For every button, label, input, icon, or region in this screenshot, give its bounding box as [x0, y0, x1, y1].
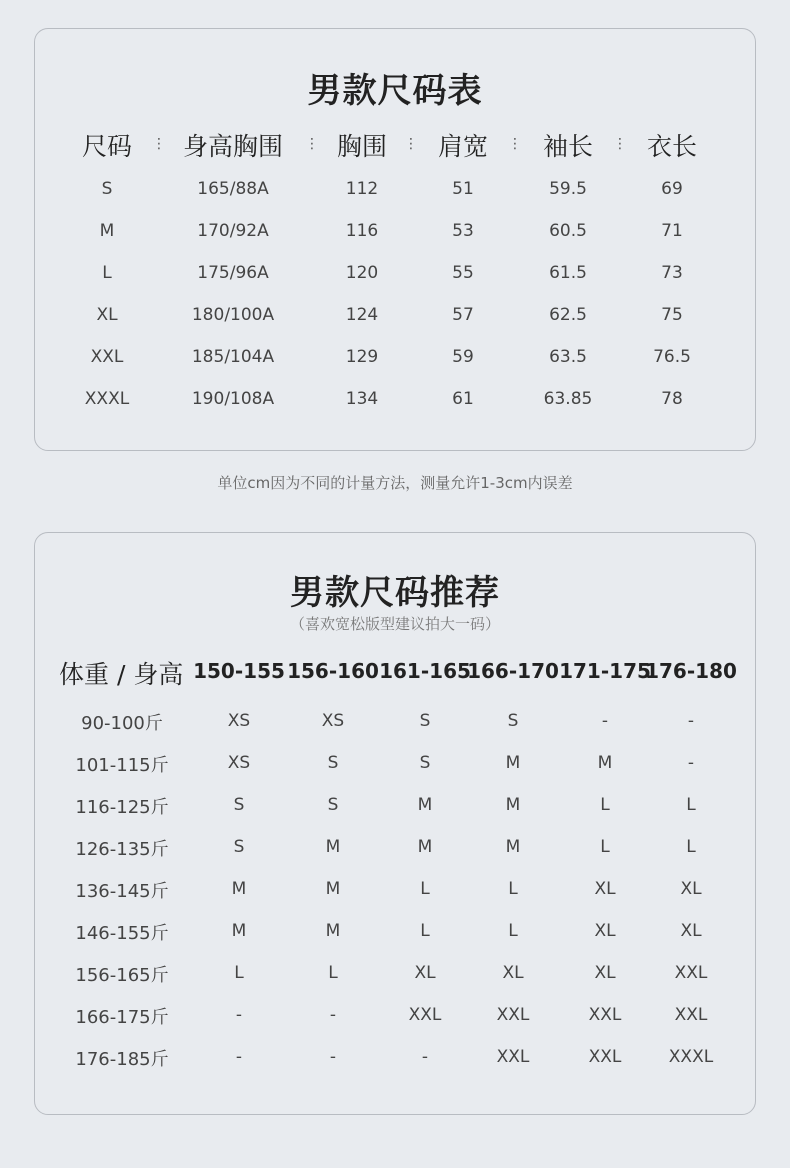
size-cell: 61.5: [549, 263, 587, 283]
weight-label: 116-125斤: [75, 797, 169, 818]
recommended-size: XXL: [496, 1047, 530, 1067]
size-chart-card: [34, 28, 756, 451]
header-separator: ⋮: [152, 136, 166, 152]
recommended-size: XXL: [674, 1005, 708, 1025]
recommended-size: M: [231, 921, 247, 941]
recommended-size: S: [327, 795, 339, 815]
size-header-3: 肩宽: [437, 132, 489, 161]
size-cell: 78: [661, 389, 683, 409]
recommended-size: -: [421, 1047, 429, 1067]
size-cell: 71: [661, 221, 683, 241]
size-cell: 190/108A: [191, 389, 275, 409]
recommendation-subtitle: （喜欢宽松版型建议拍大一码）: [289, 615, 500, 633]
recommended-size: XL: [502, 963, 524, 983]
height-header-4: 171-175: [559, 659, 651, 683]
recommended-size: L: [686, 837, 696, 857]
size-cell: XXL: [90, 347, 124, 367]
recommended-size: M: [231, 879, 247, 899]
size-cell: 134: [345, 389, 379, 409]
size-cell: 60.5: [549, 221, 587, 241]
recommended-size: L: [508, 879, 518, 899]
recommended-size: L: [420, 921, 430, 941]
recommendation-title: 男款尺码推荐: [290, 573, 500, 613]
size-cell: 61: [452, 389, 474, 409]
size-cell: 51: [452, 179, 474, 199]
recommended-size: S: [233, 795, 245, 815]
recommended-size: XL: [680, 879, 702, 899]
size-cell: 165/88A: [197, 179, 269, 199]
recommended-size: M: [417, 795, 433, 815]
recommended-size: L: [686, 795, 696, 815]
recommended-size: M: [417, 837, 433, 857]
size-header-0: 尺码: [81, 132, 133, 161]
header-separator: ⋮: [404, 136, 418, 152]
recommended-size: XS: [227, 711, 251, 731]
recommended-size: L: [234, 963, 244, 983]
size-cell: 69: [661, 179, 683, 199]
size-cell: 59: [452, 347, 474, 367]
recommended-size: XS: [227, 753, 251, 773]
height-header-3: 166-170: [467, 659, 559, 683]
weight-label: 136-145斤: [75, 881, 169, 902]
size-cell: 73: [661, 263, 683, 283]
measurement-note: 单位cm因为不同的计量方法，测量允许1-3cm内误差: [217, 474, 573, 492]
recommended-size: L: [508, 921, 518, 941]
height-header-2: 161-165: [379, 659, 471, 683]
size-cell: 55: [452, 263, 474, 283]
size-cell: 57: [452, 305, 474, 325]
recommended-size: M: [325, 921, 341, 941]
recommended-size: -: [235, 1047, 243, 1067]
recommended-size: -: [601, 711, 609, 731]
recommended-size: XXL: [496, 1005, 530, 1025]
recommended-size: L: [420, 879, 430, 899]
size-cell: 185/104A: [191, 347, 275, 367]
size-cell: 116: [345, 221, 379, 241]
recommended-size: S: [507, 711, 519, 731]
weight-label: 101-115斤: [75, 755, 169, 776]
recommended-size: S: [233, 837, 245, 857]
recommended-size: L: [328, 963, 338, 983]
recommended-size: XL: [680, 921, 702, 941]
header-separator: ⋮: [613, 136, 627, 152]
recommended-size: M: [325, 879, 341, 899]
size-cell: 62.5: [549, 305, 587, 325]
size-header-4: 袖长: [542, 132, 594, 161]
header-separator: ⋮: [305, 136, 319, 152]
recommended-size: M: [325, 837, 341, 857]
weight-label: 146-155斤: [75, 923, 169, 944]
size-cell: 59.5: [549, 179, 587, 199]
recommended-size: M: [597, 753, 613, 773]
size-header-1: 身高胸围: [182, 132, 284, 161]
recommended-size: XS: [321, 711, 345, 731]
height-header-1: 156-160: [287, 659, 379, 683]
recommended-size: -: [329, 1005, 337, 1025]
recommended-size: S: [419, 753, 431, 773]
size-cell: 63.85: [543, 389, 593, 409]
size-cell: 63.5: [549, 347, 587, 367]
size-cell: M: [99, 221, 115, 241]
recommended-size: M: [505, 837, 521, 857]
size-cell: 175/96A: [197, 263, 269, 283]
recommended-size: XL: [414, 963, 436, 983]
size-header-2: 胸围: [336, 132, 388, 161]
recommended-size: M: [505, 795, 521, 815]
size-cell: 112: [345, 179, 379, 199]
size-chart-title: 男款尺码表: [307, 71, 483, 111]
size-cell: 170/92A: [197, 221, 269, 241]
size-cell: XXXL: [84, 389, 130, 409]
size-cell: 129: [345, 347, 379, 367]
recommended-size: S: [327, 753, 339, 773]
size-cell: 76.5: [653, 347, 691, 367]
size-header-5: 衣长: [646, 132, 698, 161]
recommended-size: XXL: [588, 1005, 622, 1025]
weight-label: 90-100斤: [81, 713, 163, 734]
recommended-size: -: [235, 1005, 243, 1025]
weight-label: 156-165斤: [75, 965, 169, 986]
size-cell: 124: [345, 305, 379, 325]
recommended-size: L: [600, 837, 610, 857]
recommended-size: L: [600, 795, 610, 815]
size-cell: XL: [96, 305, 118, 325]
size-cell: S: [101, 179, 113, 199]
recommended-size: -: [687, 711, 695, 731]
recommendation-card: [34, 532, 756, 1115]
size-cell: 180/100A: [191, 305, 275, 325]
recommended-size: XL: [594, 963, 616, 983]
recommended-size: XXL: [674, 963, 708, 983]
recommended-size: -: [687, 753, 695, 773]
height-header-5: 176-180: [645, 659, 737, 683]
size-cell: 53: [452, 221, 474, 241]
recommended-size: XL: [594, 879, 616, 899]
size-cell: 120: [345, 263, 379, 283]
height-header-0: 150-155: [193, 659, 285, 683]
size-cell: L: [102, 263, 112, 283]
weight-label: 126-135斤: [75, 839, 169, 860]
recommended-size: XXXL: [668, 1047, 714, 1067]
header-separator: ⋮: [508, 136, 522, 152]
weight-label: 176-185斤: [75, 1049, 169, 1070]
recommended-size: XXL: [408, 1005, 442, 1025]
weight-label: 166-175斤: [75, 1007, 169, 1028]
recommended-size: S: [419, 711, 431, 731]
recommended-size: M: [505, 753, 521, 773]
recommended-size: -: [329, 1047, 337, 1067]
recommended-size: XXL: [588, 1047, 622, 1067]
weight-height-header: 体重 / 身高: [59, 660, 184, 689]
recommended-size: XL: [594, 921, 616, 941]
size-cell: 75: [661, 305, 683, 325]
